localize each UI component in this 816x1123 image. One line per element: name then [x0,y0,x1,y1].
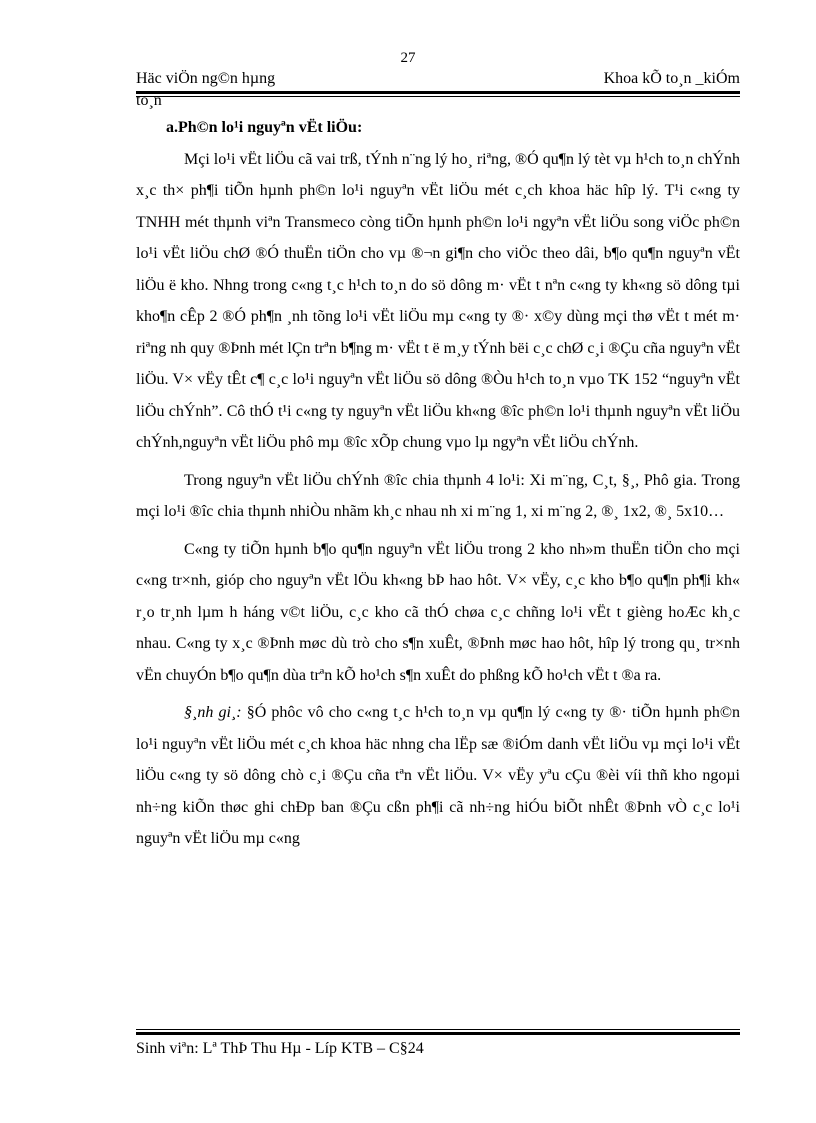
assessment-text: §Ó phôc vô cho c«ng t¸c h¹ch to¸n vµ qu¶n lý c«ng ty ®· tiÕn hµnh ph©n lo¹i nguyªn vËt liÖu mét c¸ch khoa häc nhng cha lËp sæ ®iÓm danh vËt liÖu vµ mçi lo¹i vËt liÖu c«ng ty sö dông chò c¸i ®Çu cña tªn vËt liÖu. V× vËy yªu cÇu ®èi víi thñ kho ngoµi nh÷ng kiÕn thøc ghi chÐp ban ®Çu cßn ph¶i cã nh÷ng hiÓu biÕt nhÊt ®Þnh vÒ c¸c lo¹i nguyªn vËt liÖu mµ c«ng [136,704,740,847]
header-department: Khoa kÕ to¸n _kiÓm [603,70,740,87]
assessment-label: §¸nh gi¸: [184,704,242,721]
header-department-cont: to¸n [136,92,162,109]
section-title: a.Ph©n lo¹i nguyªn vËt liÖu: [166,119,363,136]
header-institution: Häc viÖn ng©n hµng [136,70,276,87]
header-rule-thin [136,96,740,97]
paragraph-1: Mçi lo¹i vËt liÖu cã vai trß, tÝnh n¨ng lý ho¸ riªng, ®Ó qu¶n lý tèt vµ h¹ch to¸n chÝnh x¸c th× ph¶i tiÕn hµnh ph©n lo¹i nguyªn vËt liÖu mét c¸ch khoa häc hîp lý. T¹i c«ng ty TNHH mét thµnh viªn Transmeco còng tiÕn hµnh ph©n lo¹i ngyªn vËt liÖu song viÖc ph©n lo¹i vËt liÖu chØ ®Ó thuËn tiÖn cho vµ ®¬n gi¶n cho viÖc theo dâi, b¶o qu¶n nguyªn vËt liÖu ë kho. Nhng trong c«ng t¸c h¹ch to¸n do sö dông m· vËt t nªn c«ng ty kh«ng sö dông tµi kho¶n cÊp 2 ®Ó ph¶n ¸nh tõng lo¹i vËt liÖu mµ c«ng ty ®· x©y dùng mçi thø vËt t mét m· riªng nh quy ®Þnh mét lÇn trªn b¶ng m· vËt t ë m¸y tÝnh bëi c¸c chØ c¸i ®Çu cña nguyªn vËt liÖu. V× vËy tÊt c¶ c¸c lo¹i nguyªn vËt liÖu sö dông ®Òu h¹ch to¸n vµo TK 152 “nguyªn vËt liÖu chÝnh”. Cô thÓ t¹i c«ng ty nguyªn vËt liÖu kh«ng ®îc ph©n lo¹i thµnh nguyªn vËt liÖu chÝnh,nguyªn vËt liÖu phô mµ ®îc xÕp chung vµo lµ ngyªn vËt liÖu chÝnh. [136,150,740,451]
footer-rule-thin [136,1029,740,1030]
paragraph-2: Trong nguyªn vËt liÖu chÝnh ®îc chia thµnh 4 lo¹i: Xi m¨ng, C¸t, §¸, Phô gia. Trong mçi lo¹i ®îc chia thµnh nhiÒu nhãm kh¸c nhau nh xi m¨ng 1, xi m¨ng 2, ®¸ 1x2, ®¸ 5x10… [136,471,740,520]
footer-student: Sinh viªn: Lª ThÞ Thu Hµ - Líp KTB – C§24 [136,1040,424,1057]
paragraph-3: C«ng ty tiÕn hµnh b¶o qu¶n nguyªn vËt liÖu trong 2 kho nh»m thuËn tiÖn cho mçi c«ng tr×nh, gióp cho nguyªn vËt lÖu kh«ng bÞ hao hôt. V× vËy, c¸c kho b¶o qu¶n ph¶i kh« r¸o tr¸nh lµm h háng v©t liÖu, c¸c kho cã thÓ chøa c¸c chñng lo¹i vËt t gièng hoÆc kh¸c nhau. C«ng ty x¸c ®Þnh møc dù trò cho s¶n xuÊt, ®Þnh møc hao hôt, hîp lý trong qu¸ tr×nh vËn chuyÓn b¶o qu¶n dùa trªn kÕ ho¹ch s¶n xuÊt do phßng kÕ ho¹ch vËt t ®a ra. [136,540,740,684]
paragraph-assessment [136,697,740,855]
page-number: 27 [400,50,416,66]
footer-rule-thick [136,1032,740,1035]
document-body [136,112,740,861]
header-rule-thick [136,91,740,94]
